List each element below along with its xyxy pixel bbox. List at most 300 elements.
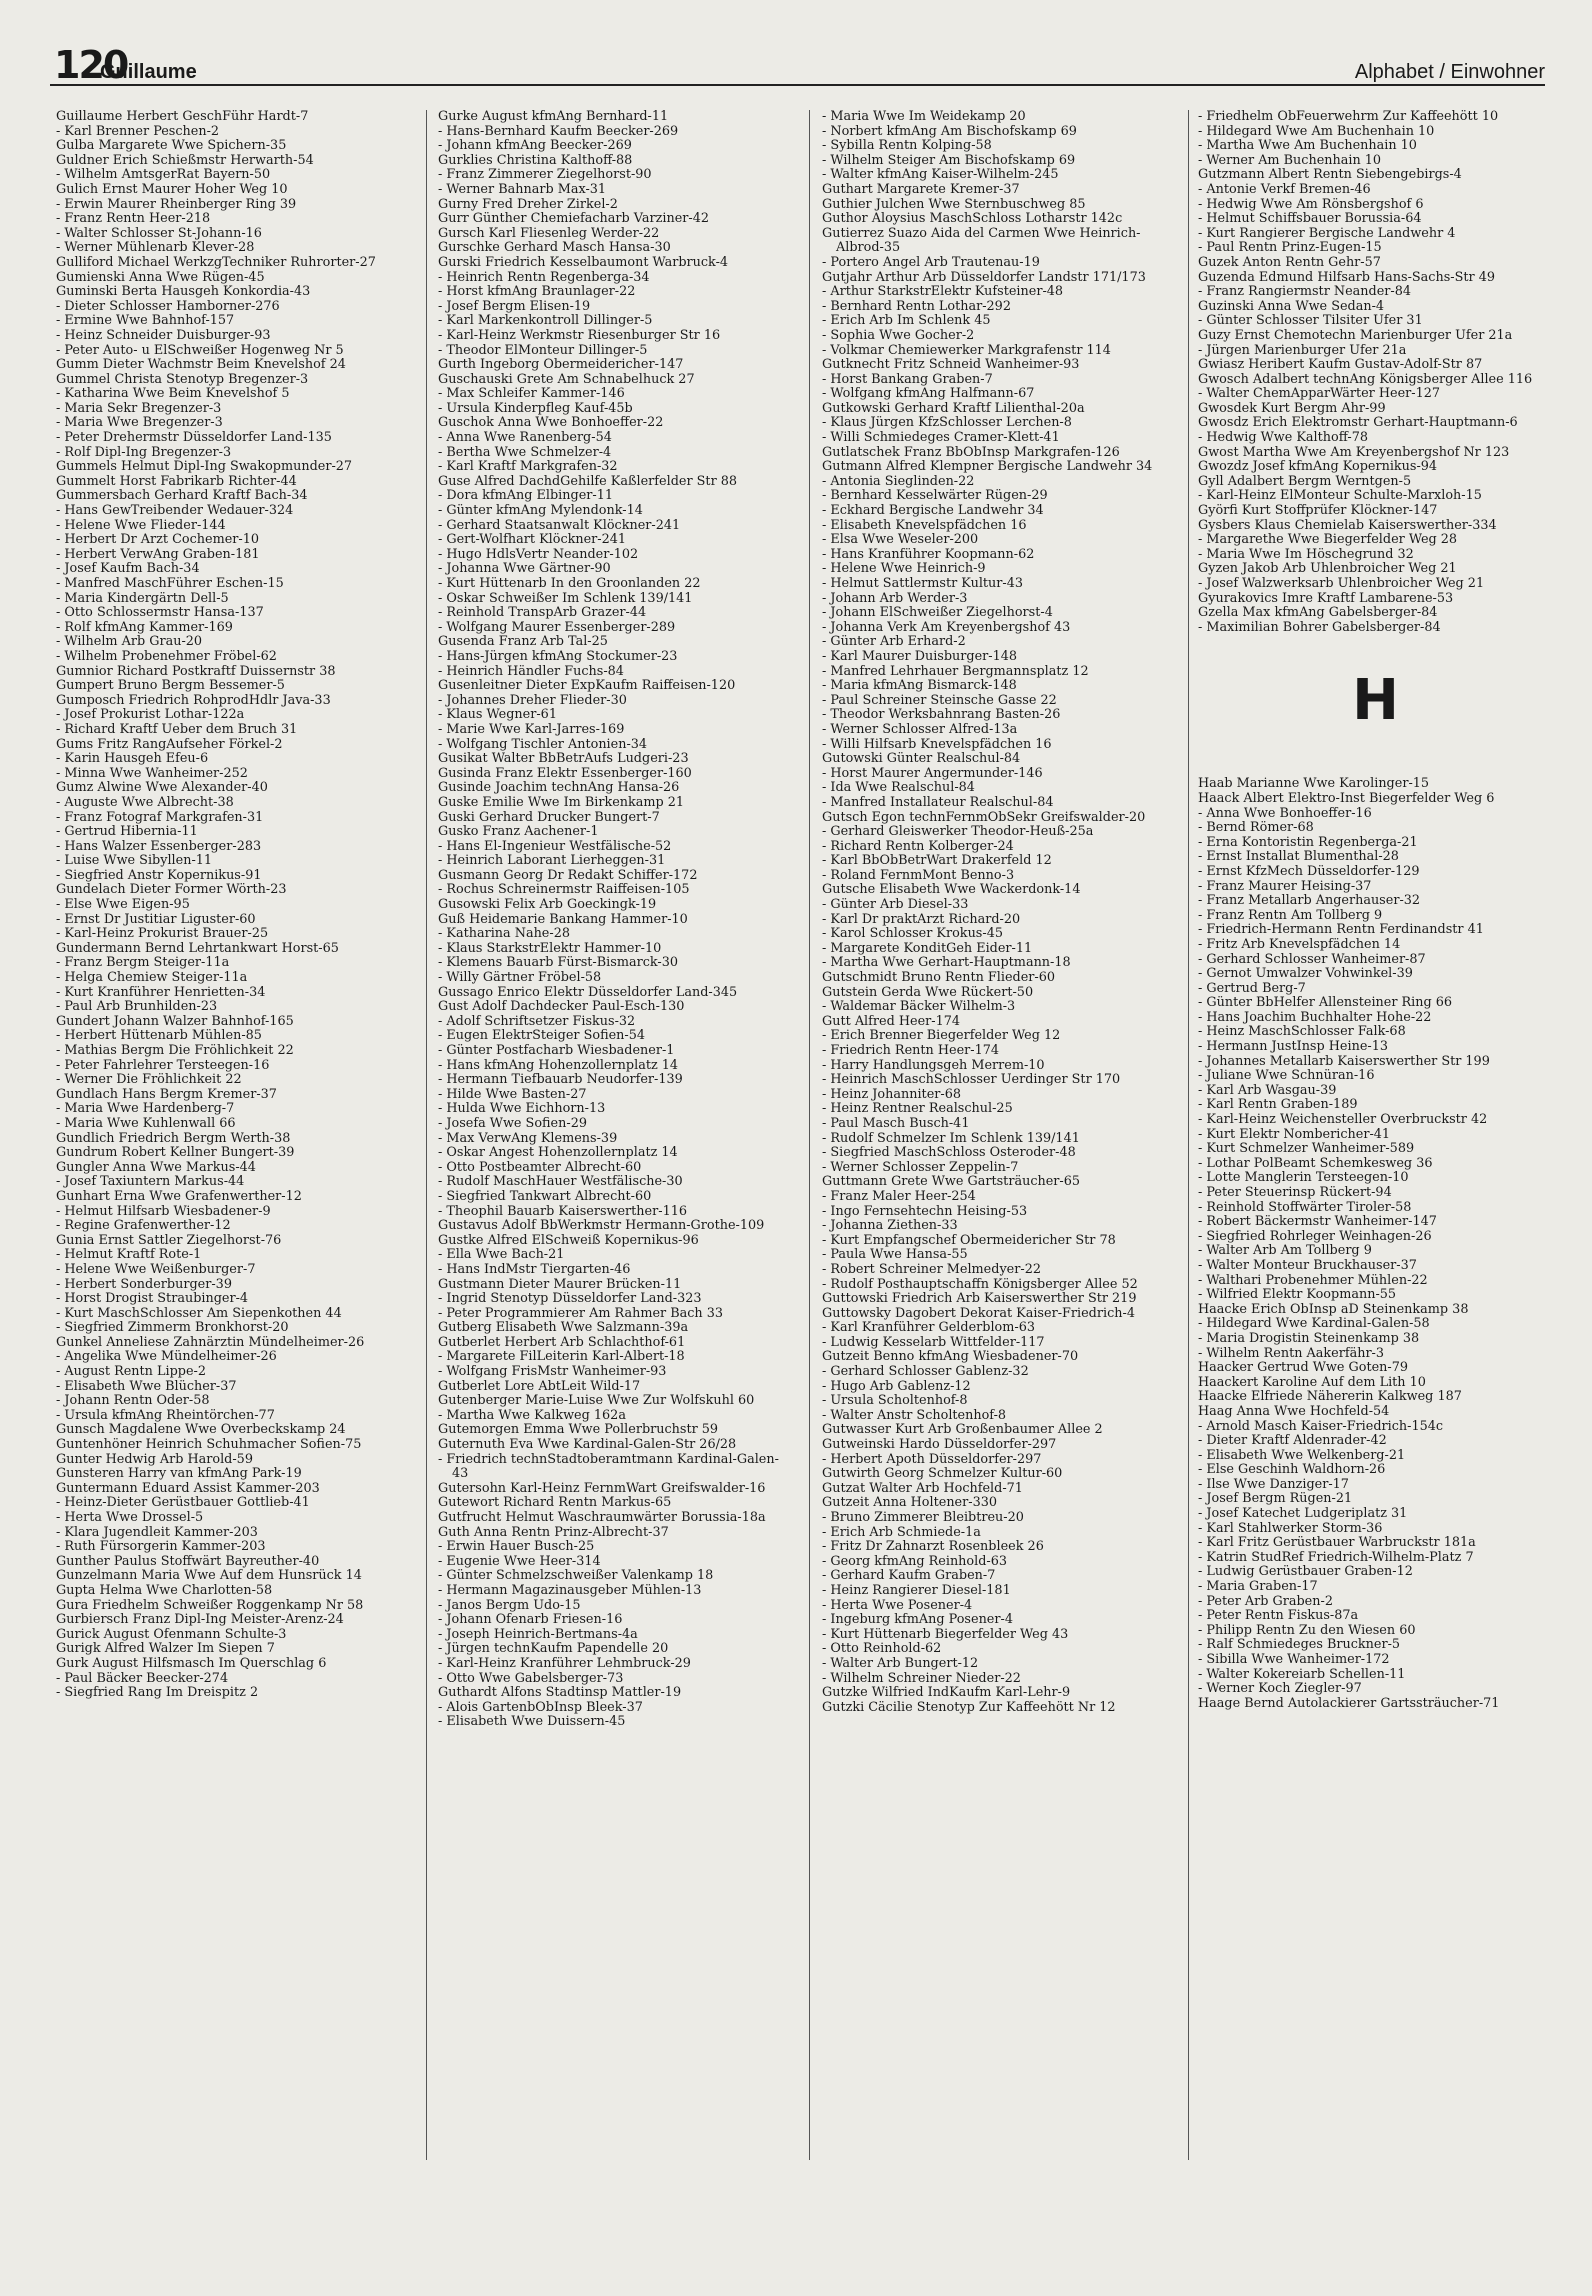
- directory-entry: - Heinz MaschSchlosser Falk-68: [1198, 1024, 1406, 1040]
- directory-entry: - Peter Arb Graben-2: [1198, 1593, 1333, 1609]
- directory-entry: - Karl Stahlwerker Storm-36: [1198, 1520, 1383, 1536]
- directory-entry: - Heinz Schneider Duisburger-93: [56, 327, 271, 343]
- directory-entry: - Hans Joachim Buchhalter Hohe-22: [1198, 1009, 1432, 1025]
- directory-entry: - Maria Wwe Im Höschegrund 32: [1198, 546, 1414, 562]
- directory-entry: Gusowski Felix Arb Goeckingk-19: [438, 897, 657, 913]
- directory-entry: - Martha Wwe Kalkweg 162a: [438, 1407, 626, 1423]
- directory-entry: - Helene Wwe Weißenburger-7: [56, 1261, 256, 1277]
- directory-entry: Haag Anna Wwe Hochfeld-54: [1198, 1403, 1390, 1419]
- section-title: Alphabet / Einwohner: [1354, 61, 1545, 83]
- directory-entry: - Friedrich technStadtoberamtmann Kardinal-Galen-43: [438, 1451, 779, 1482]
- directory-entry: - Margarethe Wwe Biegerfelder Weg 28: [1198, 532, 1458, 548]
- directory-entry: - Gertrud Berg-7: [1198, 980, 1306, 996]
- directory-entry: Gutenberger Marie-Luise Wwe Zur Wolfskuhl 60: [438, 1393, 755, 1409]
- column-divider: [809, 110, 810, 2160]
- directory-entry: - Hans El-Ingenieur Westfälische-52: [438, 838, 672, 854]
- directory-entry: - Hedwig Wwe Am Rönsbergshof 6: [1198, 196, 1424, 212]
- directory-entry: - Karl-Heinz Weichensteller Overbruckstr 42: [1198, 1112, 1488, 1128]
- directory-entry: - Sibilla Wwe Wanheimer-172: [1198, 1652, 1390, 1667]
- directory-entry: - Karl Dr praktArzt Richard-20: [822, 911, 1021, 927]
- column-divider: [1188, 110, 1189, 2160]
- directory-entry: Gundert Johann Walzer Bahnhof-165: [56, 1013, 294, 1029]
- page-number: 120: [54, 43, 128, 87]
- directory-entry: Haacke Erich ObInsp aD Steinenkamp 38: [1198, 1301, 1469, 1317]
- directory-entry: Guthor Aloysius MaschSchloss Lotharstr 142c: [822, 211, 1123, 227]
- directory-entry: - Ursula kfmAng Rheintörchen-77: [56, 1407, 275, 1423]
- directory-entry: Gzella Max kfmAng Gabelsberger-84: [1198, 605, 1438, 621]
- directory-entry: Gunhart Erna Wwe Grafenwerther-12: [56, 1188, 302, 1204]
- directory-entry: Gyzen Jakob Arb Uhlenbroicher Weg 21: [1198, 561, 1457, 577]
- directory-entry: Gunther Paulus Stoffwärt Bayreuther-40: [56, 1553, 320, 1569]
- directory-entry: - Maximilian Bohrer Gabelsberger-84: [1198, 619, 1441, 635]
- directory-entry: - Bernhard Rentn Lothar-292: [822, 298, 1011, 314]
- directory-entry: - Luise Wwe Sibyllen-11: [56, 853, 213, 869]
- directory-entry: - Philipp Rentn Zu den Wiesen 60: [1198, 1622, 1416, 1638]
- directory-entry: Haab Marianne Wwe Karolinger-15: [1198, 776, 1430, 792]
- directory-entry: Gutfrucht Helmut Waschraumwärter Borussia-18a: [438, 1510, 766, 1525]
- directory-entry: - Gerhard Kaufm Graben-7: [822, 1568, 996, 1584]
- directory-entry: - Walter Arb Am Tollberg 9: [1198, 1243, 1372, 1259]
- directory-entry: Guzy Ernst Chemotechn Marienburger Ufer 21a: [1198, 327, 1513, 343]
- directory-entry: - Ursula Kinderpfleg Kauf-45b: [438, 400, 633, 416]
- directory-entry: - Otto Schlossermstr Hansa-137: [56, 605, 264, 621]
- directory-entry: - Johann Arb Werder-3: [822, 590, 968, 606]
- directory-entry: Gutt Alfred Heer-174: [822, 1013, 961, 1029]
- directory-entry: - Hans IndMstr Tiergarten-46: [438, 1261, 631, 1277]
- directory-entry: - Friedrich Rentn Heer-174: [822, 1043, 1000, 1058]
- directory-entry: Gutmann Alfred Klempner Bergische Landwehr 34: [822, 459, 1153, 475]
- directory-entry: - Horst Drogist Straubinger-4: [56, 1291, 249, 1307]
- directory-entry: - Theophil Bauarb Kaiserswerther-116: [438, 1203, 687, 1219]
- directory-entry: - Heinrich Händler Fuchs-84: [438, 663, 624, 679]
- directory-entry: - Johann Rentn Oder-58: [56, 1393, 210, 1409]
- directory-entry: - August Rentn Lippe-2: [56, 1364, 207, 1380]
- directory-entry: Gumz Alwine Wwe Alexander-40: [56, 780, 268, 796]
- directory-entry: - Werner Am Buchenhain 10: [1198, 152, 1382, 168]
- directory-entry: - Ruth Fürsorgerin Kammer-203: [56, 1539, 266, 1555]
- directory-entry: Guttowski Friedrich Arb Kaiserswerther Str 219: [822, 1291, 1137, 1307]
- entries-g-continued: [1198, 110, 1553, 635]
- directory-entry: - Eckhard Bergische Landwehr 34: [822, 503, 1044, 519]
- directory-entry: - Franz Zimmerer Ziegelhorst-90: [438, 167, 652, 183]
- directory-entry: - Horst Bankang Graben-7: [822, 371, 993, 387]
- directory-entry: Guß Heidemarie Bankang Hammer-10: [438, 911, 688, 927]
- directory-entry: - Erich Brenner Biegerfelder Weg 12: [822, 1028, 1061, 1044]
- directory-entry: - Lotte Manglerin Tersteegen-10: [1198, 1170, 1409, 1186]
- directory-entry: - Ingeburg kfmAng Posener-4: [822, 1612, 1013, 1628]
- directory-entry: - Paul Bäcker Beecker-274: [56, 1670, 229, 1686]
- directory-entry: - Karl Maurer Duisburger-148: [822, 648, 1018, 664]
- directory-entry: Gura Friedhelm Schweißer Roggenkamp Nr 58: [56, 1597, 364, 1613]
- directory-entry: Guske Emilie Wwe Im Birkenkamp 21: [438, 794, 685, 810]
- directory-entry: - Karol Schlosser Krokus-45: [822, 926, 1003, 942]
- directory-entry: - Kurt Elektr Nombericher-41: [1198, 1126, 1391, 1142]
- directory-entry: Guzek Anton Rentn Gehr-57: [1198, 254, 1381, 270]
- directory-entry: - Regine Grafenwerther-12: [56, 1218, 231, 1234]
- directory-entry: - Josef Bergm Elisen-19: [438, 298, 591, 314]
- directory-entry: - Walter Kokereiarb Schellen-11: [1198, 1666, 1406, 1682]
- directory-entry: - Hans-Bernhard Kaufm Beecker-269: [438, 123, 679, 139]
- directory-entry: Gutstein Gerda Wwe Rückert-50: [822, 984, 1034, 1000]
- directory-entry: - Hilde Wwe Basten-27: [438, 1086, 587, 1102]
- directory-entry: Gutemorgen Emma Wwe Pollerbruchstr 59: [438, 1422, 719, 1438]
- directory-entry: - Maria kfmAng Bismarck-148: [822, 678, 1017, 694]
- directory-entry: Guternuth Eva Wwe Kardinal-Galen-Str 26/28: [438, 1437, 737, 1453]
- directory-entry: Gutberlet Herbert Arb Schlachthof-61: [438, 1334, 686, 1350]
- directory-entry: Gutwasser Kurt Arb Großenbaumer Allee 2: [822, 1422, 1103, 1438]
- directory-entry: Guldner Erich Schießmstr Herwarth-54: [56, 152, 314, 168]
- directory-entry: - Kurt Schmelzer Wanheimer-589: [1198, 1141, 1415, 1157]
- directory-entry: Gustavus Adolf BbWerkmstr Hermann-Grothe-109: [438, 1218, 765, 1234]
- directory-entry: - Gernot Umwalzer Vohwinkel-39: [1198, 966, 1413, 982]
- directory-entry: - Franz Rangiermstr Neander-84: [1198, 284, 1412, 300]
- directory-entry: Gutknecht Fritz Schneid Wanheimer-93: [822, 357, 1080, 373]
- directory-entry: Gusmann Georg Dr Redakt Schiffer-172: [438, 867, 698, 883]
- directory-entry: Gurklies Christina Kalthoff-88: [438, 152, 633, 168]
- directory-entry: Gutowski Günter Realschul-84: [822, 751, 1021, 767]
- directory-entry: - Karl Markenkontroll Dillinger-5: [438, 313, 653, 329]
- directory-entry: - Fritz Arb Knevelspfädchen 14: [1198, 936, 1401, 952]
- directory-entry: - Peter Drehermstr Düsseldorfer Land-135: [56, 430, 332, 446]
- directory-entry: Gulliford Michael WerkzgTechniker Ruhrorter-27: [56, 254, 376, 270]
- directory-entry: Gundrum Robert Kellner Bungert-39: [56, 1145, 295, 1161]
- directory-entry: - Klara Jugendleit Kammer-203: [56, 1524, 258, 1540]
- directory-entry: - Helga Chemiew Steiger-11a: [56, 970, 248, 986]
- directory-entry: - Anna Wwe Ranenberg-54: [438, 430, 612, 446]
- directory-entry: - Johann kfmAng Beecker-269: [438, 138, 632, 154]
- directory-entry: - Wolfgang Tischler Antonien-34: [438, 736, 648, 752]
- directory-entry: Guntermann Eduard Assist Kammer-203: [56, 1480, 320, 1496]
- directory-entry: - Ludwig Kesselarb Wittfelder-117: [822, 1334, 1045, 1350]
- directory-entry: Gunsteren Harry van kfmAng Park-19: [56, 1466, 302, 1482]
- directory-entry: - Paul Masch Busch-41: [822, 1115, 970, 1131]
- directory-entry: - Peter Programmierer Am Rahmer Bach 33: [438, 1305, 724, 1321]
- directory-entry: - Ernst Dr Justitiar Liguster-60: [56, 911, 256, 927]
- directory-entry: - Hermann Magazinausgeber Mühlen-13: [438, 1582, 702, 1598]
- directory-entry: Gursch Karl Fliesenleg Werder-22: [438, 225, 660, 241]
- directory-entry: - Paul Schreiner Steinsche Gasse 22: [822, 692, 1057, 708]
- directory-entry: Gutzeit Benno kfmAng Wiesbadener-70: [822, 1349, 1079, 1365]
- directory-entry: - Portero Angel Arb Trautenau-19: [822, 254, 1040, 270]
- directory-entry: - Klaus Jürgen KfzSchlosser Lerchen-8: [822, 415, 1072, 431]
- directory-entry: - Norbert kfmAng Am Bischofskamp 69: [822, 123, 1077, 139]
- directory-entry: - Wolfgang kfmAng Halfmann-67: [822, 386, 1035, 402]
- directory-entry: - Richard Kraftf Ueber dem Bruch 31: [56, 721, 298, 737]
- directory-entry: Gumienski Anna Wwe Rügen-45: [56, 269, 265, 285]
- directory-entry: Gurr Günther Chemiefacharb Varziner-42: [438, 211, 709, 227]
- directory-entry: - Elisabeth Wwe Duissern-45: [438, 1714, 626, 1730]
- directory-entry: - Herta Wwe Drossel-5: [56, 1510, 204, 1525]
- directory-entry: Gyll Adalbert Bergm Werntgen-5: [1198, 473, 1412, 489]
- directory-entry: - Theodor ElMonteur Dillinger-5: [438, 342, 648, 358]
- directory-entry: - Volkmar Chemiewerker Markgrafenstr 114: [822, 342, 1111, 358]
- directory-entry: Gyurakovics Imre Kraftf Lambarene-53: [1198, 590, 1454, 606]
- directory-entry: Gysbers Klaus Chemielab Kaiserswerther-334: [1198, 517, 1497, 533]
- directory-entry: - Erich Arb Schmiede-1a: [822, 1524, 981, 1540]
- directory-entry: - Walter kfmAng Kaiser-Wilhelm-245: [822, 167, 1059, 183]
- directory-entry: - Walter Monteur Bruckhauser-37: [1198, 1257, 1417, 1273]
- directory-entry: - Elsa Wwe Weseler-200: [822, 532, 979, 548]
- directory-entry: - Bruno Zimmerer Bleibtreu-20: [822, 1510, 1024, 1525]
- directory-entry: Gutzmann Albert Rentn Siebengebirgs-4: [1198, 167, 1462, 183]
- directory-entry: Haack Albert Elektro-Inst Biegerfelder Weg 6: [1198, 790, 1495, 806]
- directory-entry: Gustke Alfred ElSchweiß Kopernikus-96: [438, 1232, 699, 1248]
- directory-entry: Gumm Dieter Wachmstr Beim Knevelshof 24: [56, 357, 346, 373]
- directory-entry: Guschauski Grete Am Schnabelhuck 27: [438, 371, 695, 387]
- directory-entry: - Theodor Werksbahnrang Basten-26: [822, 707, 1061, 723]
- directory-entry: - Helmut Kraftf Rote-1: [56, 1247, 202, 1263]
- directory-column-2: [438, 110, 793, 1730]
- directory-entry: Gurth Ingeborg Obermeidericher-147: [438, 357, 684, 373]
- directory-entry: Gurski Friedrich Kesselbaumont Warbruck-4: [438, 254, 729, 270]
- directory-entry: - Juliane Wwe Schnüran-16: [1198, 1068, 1375, 1084]
- directory-entry: Gutberg Elisabeth Wwe Salzmann-39a: [438, 1320, 689, 1336]
- directory-entry: - Franz Fotograf Markgrafen-31: [56, 809, 264, 825]
- directory-entry: - Ermine Wwe Bahnhof-157: [56, 313, 235, 329]
- directory-entry: - Ursula Scholtenhof-8: [822, 1393, 968, 1409]
- directory-entry: - Otto Reinhold-62: [822, 1641, 942, 1657]
- directory-entry: - Willi Schmiedeges Cramer-Klett-41: [822, 430, 1060, 446]
- directory-entry: - Lothar PolBeamt Schemkesweg 36: [1198, 1155, 1433, 1171]
- directory-entry: - Max VerwAng Klemens-39: [438, 1130, 618, 1146]
- directory-entry: - Ingrid Stenotyp Düsseldorfer Land-323: [438, 1291, 702, 1307]
- directory-entry: Gutschmidt Bruno Rentn Flieder-60: [822, 970, 1056, 986]
- directory-entry: - Klaus StarkstrElektr Hammer-10: [438, 940, 662, 956]
- directory-entry: - Siegfried MaschSchloss Osteroder-48: [822, 1145, 1076, 1161]
- directory-entry: - Horst kfmAng Braunlager-22: [438, 284, 636, 300]
- directory-entry: Guthardt Alfons Stadtinsp Mattler-19: [438, 1685, 682, 1701]
- directory-entry: - Siegfried Anstr Kopernikus-91: [56, 867, 262, 883]
- directory-entry: Gungler Anna Wwe Markus-44: [56, 1159, 256, 1175]
- directory-entry: - Herbert Apoth Düsseldorfer-297: [822, 1451, 1042, 1467]
- directory-entry: Haacker Gertrud Wwe Goten-79: [1198, 1360, 1409, 1376]
- directory-entry: - Heinz Rentner Realschul-25: [822, 1101, 1013, 1117]
- directory-entry: Gutierrez Suazo Aida del Carmen Wwe Heinrich-Albrod-35: [822, 225, 1141, 256]
- directory-entry: - Peter Auto- u ElSchweißer Hogenweg Nr 5: [56, 342, 344, 358]
- directory-entry: - Klaus Wegner-61: [438, 707, 557, 723]
- directory-entry: Gusinda Franz Elektr Essenberger-160: [438, 765, 692, 781]
- directory-entry: Gunia Ernst Sattler Ziegelhorst-76: [56, 1232, 282, 1248]
- directory-entry: - Sybilla Rentn Kolping-58: [822, 138, 992, 154]
- directory-entry: - Oskar Schweißer Im Schlenk 139/141: [438, 590, 693, 606]
- directory-entry: Gundelach Dieter Former Wörth-23: [56, 882, 287, 898]
- directory-entry: - Robert Schreiner Melmedyer-22: [822, 1261, 1041, 1277]
- directory-entry: - Elisabeth Knevelspfädchen 16: [822, 517, 1027, 533]
- directory-entry: - Max Schleifer Kammer-146: [438, 386, 625, 402]
- directory-entry: - Siegfried Tankwart Albrecht-60: [438, 1188, 652, 1204]
- directory-entry: - Waldemar Bäcker Wilhelm-3: [822, 999, 1016, 1015]
- directory-entry: - Rochus Schreinermstr Raiffeisen-105: [438, 882, 690, 898]
- directory-entry: - Maria Wwe Bregenzer-3: [56, 415, 223, 431]
- directory-entry: Gurigk Alfred Walzer Im Siepen 7: [56, 1641, 275, 1657]
- directory-entry: - Herbert Sonderburger-39: [56, 1276, 232, 1292]
- directory-entry: Gurke August kfmAng Bernhard-11: [438, 109, 669, 124]
- directory-entry: - Margarete FilLeiterin Karl-Albert-18: [438, 1349, 685, 1365]
- directory-entry: - Rolf kfmAng Kammer-169: [56, 619, 233, 635]
- directory-entry: - Maria Sekr Bregenzer-3: [56, 400, 222, 416]
- directory-entry: - Fritz Dr Zahnarzt Rosenbleek 26: [822, 1539, 1044, 1555]
- directory-entry: - Kurt Kranführer Henrietten-34: [56, 984, 266, 1000]
- directory-entry: - Marie Wwe Karl-Jarres-169: [438, 721, 625, 737]
- directory-entry: - Günter Postfacharb Wiesbadener-1: [438, 1043, 675, 1058]
- directory-entry: - Hildegard Wwe Kardinal-Galen-58: [1198, 1316, 1430, 1332]
- directory-entry: - Hans kfmAng Hohenzollernplatz 14: [438, 1057, 679, 1073]
- directory-entry: Gunter Hedwig Arb Harold-59: [56, 1451, 253, 1467]
- directory-entry: - Hedwig Wwe Kalthoff-78: [1198, 430, 1368, 446]
- directory-entry: Gutzat Walter Arb Hochfeld-71: [822, 1480, 1023, 1496]
- directory-entry: - Eugen ElektrSteiger Sofien-54: [438, 1028, 646, 1044]
- directory-entry: - Wolfgang FrisMstr Wanheimer-93: [438, 1364, 667, 1380]
- directory-entry: - Klemens Bauarb Fürst-Bismarck-30: [438, 955, 679, 971]
- directory-entry: - Günter Arb Erhard-2: [822, 634, 966, 650]
- directory-entry: - Paul Arb Brunhilden-23: [56, 999, 218, 1015]
- directory-entry: - Anna Wwe Bonhoeffer-16: [1198, 805, 1372, 821]
- directory-entry: - Herta Wwe Posener-4: [822, 1597, 973, 1613]
- directory-entry: - Maria Wwe Kuhlenwall 66: [56, 1115, 236, 1131]
- directory-entry: Gwost Martha Wwe Am Kreyenbergshof Nr 123: [1198, 444, 1510, 460]
- directory-entry: - Auguste Wwe Albrecht-38: [56, 794, 234, 810]
- directory-entry: - Karl Arb Wasgau-39: [1198, 1082, 1337, 1098]
- directory-entry: - Werner Koch Ziegler-97: [1198, 1681, 1362, 1697]
- directory-entry: - Angelika Wwe Mündelheimer-26: [56, 1349, 277, 1365]
- directory-entry: Gwiasz Heribert Kaufm Gustav-Adolf-Str 87: [1198, 357, 1483, 373]
- directory-entry: - Bernhard Kesselwärter Rügen-29: [822, 488, 1048, 504]
- directory-entry: Györfi Kurt Stoffprüfer Klöckner-147: [1198, 503, 1438, 519]
- directory-entry: - Adolf Schriftsetzer Fiskus-32: [438, 1013, 636, 1029]
- directory-entry: Guthart Margarete Kremer-37: [822, 181, 1020, 197]
- directory-entry: - Manfred Installateur Realschul-84: [822, 794, 1054, 810]
- directory-entry: - Willi Hilfsarb Knevelspfädchen 16: [822, 736, 1052, 752]
- directory-entry: - Ella Wwe Bach-21: [438, 1247, 565, 1263]
- directory-entry: - Paul Rentn Prinz-Eugen-15: [1198, 240, 1382, 256]
- directory-entry: - Günter Schmelzschweißer Valenkamp 18: [438, 1568, 714, 1584]
- directory-entry: - Gertrud Hibernia-11: [56, 824, 198, 840]
- directory-entry: Gutweinski Hardo Düsseldorfer-297: [822, 1437, 1057, 1453]
- directory-entry: Guzenda Edmund Hilfsarb Hans-Sachs-Str 49: [1198, 269, 1495, 285]
- directory-entry: - Katharina Wwe Beim Knevelshof 5: [56, 386, 290, 402]
- directory-entry: - Günter Schlosser Tilsiter Ufer 31: [1198, 313, 1423, 329]
- directory-entry: - Jürgen technKaufm Papendelle 20: [438, 1641, 669, 1657]
- directory-entry: - Bertha Wwe Schmelzer-4: [438, 444, 612, 460]
- directory-entry: - Hugo Arb Gablenz-12: [822, 1378, 971, 1394]
- directory-entry: Gussago Enrico Elektr Düsseldorfer Land-345: [438, 984, 738, 1000]
- directory-entry: - Otto Postbeamter Albrecht-60: [438, 1159, 642, 1175]
- directory-entry: - Karl Fritz Gerüstbauer Warbruckstr 181a: [1198, 1535, 1476, 1551]
- directory-entry: - Werner Die Fröhlichkeit 22: [56, 1072, 242, 1088]
- directory-entry: - Heinrich Rentn Regenberga-34: [438, 269, 650, 285]
- directory-entry: - Robert Bäckermstr Wanheimer-147: [1198, 1214, 1437, 1230]
- directory-entry: - Franz Metallarb Angerhauser-32: [1198, 893, 1421, 909]
- directory-entry: - Hildegard Wwe Am Buchenhain 10: [1198, 123, 1435, 139]
- directory-entry: - Hermann Tiefbauarb Neudorfer-139: [438, 1072, 683, 1088]
- directory-entry: Gwozdz Josef kfmAng Kopernikus-94: [1198, 459, 1438, 475]
- directory-column-4: [1198, 110, 1553, 1711]
- directory-entry: Gupta Helma Wwe Charlotten-58: [56, 1582, 273, 1598]
- directory-entry: - Walter Arb Bungert-12: [822, 1655, 979, 1671]
- directory-entry: - Erwin Maurer Rheinberger Ring 39: [56, 196, 297, 212]
- directory-entry: - Günter BbHelfer Allensteiner Ring 66: [1198, 995, 1453, 1011]
- directory-entry: Guthier Julchen Wwe Sternbuschweg 85: [822, 196, 1086, 212]
- directory-entry: Gurbiersch Franz Dipl-Ing Meister-Arenz-24: [56, 1612, 344, 1628]
- directory-column-1: [56, 110, 411, 1701]
- directory-entry: - Kurt Hüttenarb In den Groonlanden 22: [438, 576, 701, 591]
- directory-entry: - Kurt MaschSchlosser Am Siepenkothen 44: [56, 1305, 342, 1321]
- directory-entry: - Karl Kraftf Markgrafen-32: [438, 459, 618, 475]
- directory-entry: - Hans Kranführer Koopmann-62: [822, 546, 1035, 562]
- directory-entry: - Maria Wwe Hardenberg-7: [56, 1101, 235, 1117]
- directory-entry: - Herbert VerwAng Graben-181: [56, 546, 260, 562]
- directory-entry: Gusikat Walter BbBetrAufs Ludgeri-23: [438, 751, 689, 767]
- directory-entry: - Franz Maurer Heising-37: [1198, 878, 1372, 894]
- directory-entry: - Rolf Dipl-Ing Bregenzer-3: [56, 444, 232, 460]
- directory-entry: - Ilse Wwe Danziger-17: [1198, 1476, 1349, 1492]
- directory-entry: - Johannes Metallarb Kaiserswerther Str 199: [1198, 1053, 1490, 1069]
- directory-entry: - Heinz Rangierer Diesel-181: [822, 1582, 1011, 1598]
- directory-entry: - Wilhelm Arb Grau-20: [56, 634, 203, 650]
- directory-entry: Guttowsky Dagobert Dekorat Kaiser-Friedrich-4: [822, 1305, 1135, 1321]
- directory-entry: - Hermann JustInsp Heine-13: [1198, 1039, 1389, 1055]
- directory-entry: Gundlach Hans Bergm Kremer-37: [56, 1086, 277, 1102]
- directory-entry: - Johannes Dreher Flieder-30: [438, 692, 627, 708]
- directory-entry: - Peter Steuerinsp Rückert-94: [1198, 1185, 1392, 1200]
- directory-entry: Gusenleitner Dieter ExpKaufm Raiffeisen-120: [438, 678, 736, 694]
- directory-entry: - Roland FernmMont Benno-3: [822, 867, 1015, 883]
- directory-entry: - Martha Wwe Am Buchenhain 10: [1198, 138, 1417, 154]
- directory-entry: Guttmann Grete Wwe Gartsträucher-65: [822, 1174, 1081, 1190]
- directory-entry: - Antonia Sieglinden-22: [822, 473, 975, 489]
- directory-entry: - Siegfried Zimmerm Bronkhorst-20: [56, 1320, 289, 1336]
- directory-entry: - Josef Prokurist Lothar-122a: [56, 707, 245, 723]
- directory-entry: - Willy Gärtner Fröbel-58: [438, 970, 602, 986]
- directory-entry: - Mathias Bergm Die Fröhlichkeit 22: [56, 1043, 294, 1058]
- directory-entry: - Johanna Verk Am Kreyenbergshof 43: [822, 619, 1071, 635]
- directory-entry: - Helmut Schiffsbauer Borussia-64: [1198, 211, 1422, 227]
- directory-entry: - Wilhelm Steiger Am Bischofskamp 69: [822, 152, 1076, 168]
- directory-entry: - Dora kfmAng Elbinger-11: [438, 488, 613, 504]
- directory-entry: - Walter Anstr Scholtenhof-8: [822, 1407, 1007, 1423]
- directory-entry: Gurschke Gerhard Masch Hansa-30: [438, 240, 671, 256]
- directory-entry: - Wilhelm Probenehmer Fröbel-62: [56, 648, 277, 664]
- directory-entry: Gumposch Friedrich RohprodHdlr Java-33: [56, 692, 331, 708]
- directory-entry: - Antonie Verkf Bremen-46: [1198, 181, 1371, 197]
- directory-entry: Guski Gerhard Drucker Bungert-7: [438, 809, 660, 825]
- directory-entry: - Maria Drogistin Steinenkamp 38: [1198, 1330, 1420, 1346]
- directory-entry: - Karl Rentn Graben-189: [1198, 1097, 1358, 1113]
- directory-entry: - Walter Schlosser St-Johann-16: [56, 225, 262, 241]
- directory-entry: Gutzki Cäcilie Stenotyp Zur Kaffeehött Nr 12: [822, 1699, 1116, 1715]
- directory-entry: - Else Geschinh Waldhorn-26: [1198, 1462, 1386, 1478]
- directory-entry: - Margarete KonditGeh Eider-11: [822, 940, 1033, 956]
- directory-entry: - Herbert Hüttenarb Mühlen-85: [56, 1028, 262, 1044]
- directory-entry: - Manfred Lehrhauer Bergmannsplatz 12: [822, 663, 1089, 679]
- directory-entry: - Gert-Wolfhart Klöckner-241: [438, 532, 627, 548]
- directory-entry: - Wolfgang Maurer Essenberger-289: [438, 619, 676, 635]
- page-header: [50, 44, 1545, 86]
- directory-entry: - Ralf Schmiedeges Bruckner-5: [1198, 1637, 1401, 1653]
- running-head-word: Guillaume: [100, 61, 197, 83]
- directory-entry: - Else Wwe Eigen-95: [56, 897, 190, 913]
- directory-entry: Gumpert Bruno Bergm Bessemer-5: [56, 678, 285, 694]
- directory-entry: - Günter Arb Diesel-33: [822, 897, 969, 913]
- directory-entry: Gutberlet Lore AbtLeit Wild-17: [438, 1378, 641, 1394]
- directory-entry: - Josef Katechet Ludgeriplatz 31: [1198, 1506, 1408, 1522]
- directory-entry: Haacke Elfriede Nähererin Kalkweg 187: [1198, 1389, 1462, 1405]
- directory-entry: - Richard Rentn Kolberger-24: [822, 838, 1014, 854]
- directory-entry: - Werner Mühlenarb Klever-28: [56, 240, 255, 256]
- directory-entry: Gunsch Magdalene Wwe Overbeckskamp 24: [56, 1422, 346, 1438]
- directory-entry: - Wilhelm Rentn Aakerfähr-3: [1198, 1345, 1385, 1361]
- directory-entry: Gutzke Wilfried IndKaufm Karl-Lehr-9: [822, 1685, 1071, 1701]
